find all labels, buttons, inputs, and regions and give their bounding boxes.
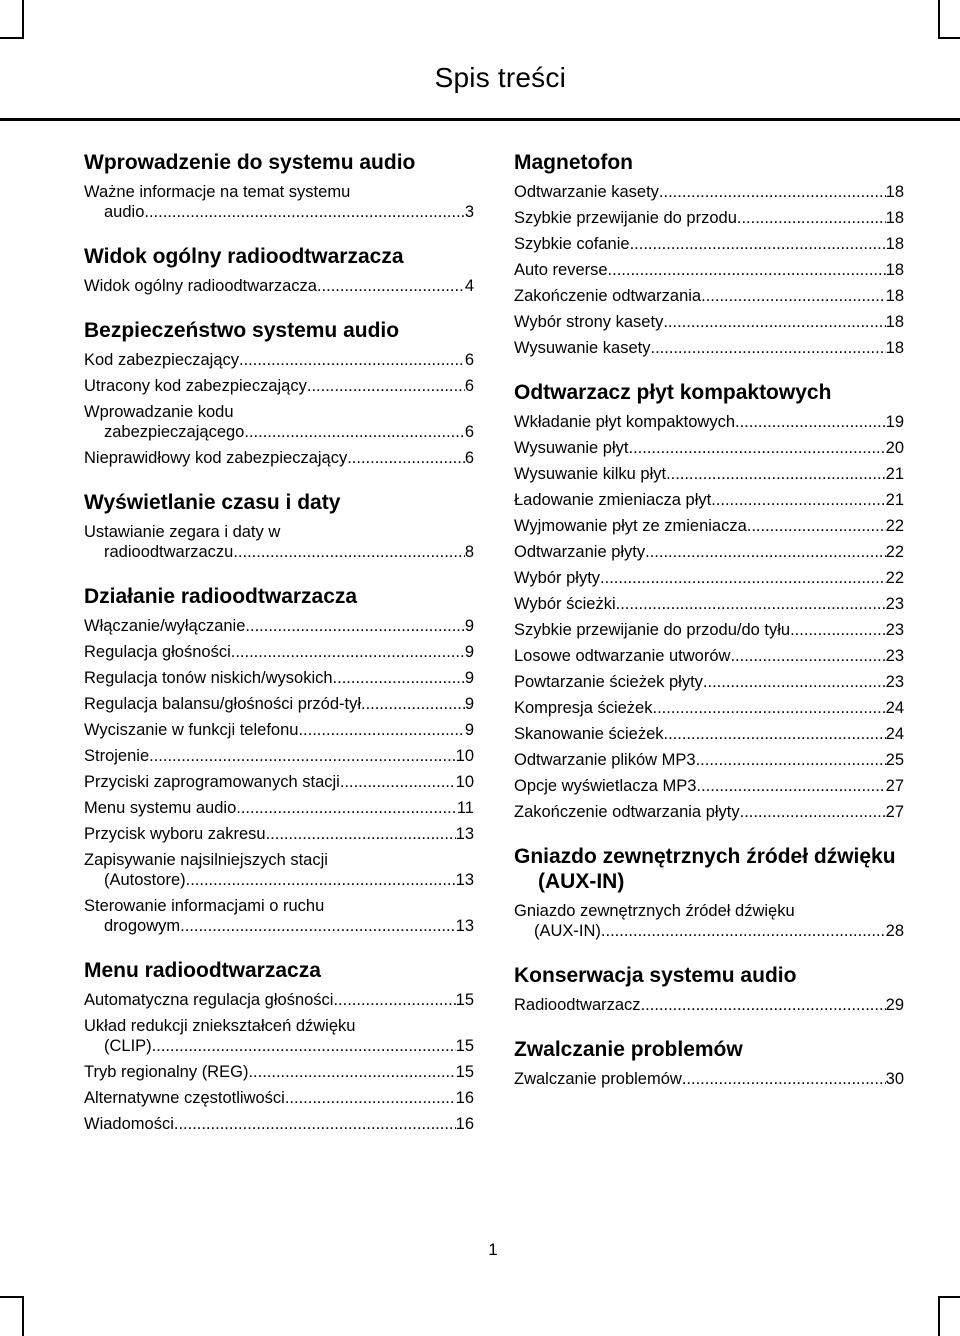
toc-entry[interactable] — [84, 990, 474, 1010]
crop-mark — [0, 37, 24, 39]
toc-entry[interactable] — [84, 1114, 474, 1134]
dot-leader — [149, 746, 456, 766]
entry-text: Powtarzanie ścieżek płyty — [514, 673, 703, 691]
entry-page-number: 18 — [885, 313, 904, 331]
toc-entry[interactable] — [84, 376, 474, 396]
entry-text-line2: (AUX-IN) — [534, 922, 601, 940]
entry-text: Zakończenie odtwarzania — [514, 287, 702, 305]
entry-text: Utracony kod zabezpieczający — [84, 377, 307, 395]
entry-text-line2: zabezpieczającego — [104, 423, 245, 441]
entry-line — [84, 1088, 474, 1108]
entry-text: Szybkie przewijanie do przodu — [514, 209, 737, 227]
entry-line — [84, 642, 474, 662]
entry-page-number: 19 — [885, 413, 904, 431]
toc-entry[interactable] — [514, 672, 904, 692]
entry-page-number: 30 — [885, 1070, 904, 1088]
entry-page-number: 24 — [885, 725, 904, 743]
entry-line — [84, 798, 474, 818]
toc-entry[interactable] — [84, 616, 474, 636]
entry-text: Wiadomości — [84, 1115, 174, 1133]
toc-entry[interactable] — [514, 286, 904, 306]
entry-page-number: 11 — [456, 799, 474, 817]
toc-entry[interactable] — [84, 850, 474, 890]
dot-leader — [682, 1069, 886, 1089]
entry-line — [514, 182, 904, 202]
dot-leader — [630, 234, 886, 254]
section-title: Magnetofon — [514, 151, 633, 174]
dot-leader — [666, 464, 886, 484]
toc-entry[interactable] — [84, 720, 474, 740]
entry-line — [84, 350, 474, 370]
dot-leader — [740, 802, 886, 822]
entry-page-number: 8 — [464, 543, 474, 561]
entry-line — [514, 412, 904, 432]
entry-page-number: 21 — [885, 491, 904, 509]
crop-mark — [22, 0, 24, 38]
entry-text: Tryb regionalny (REG) — [84, 1063, 249, 1081]
toc-section — [514, 963, 904, 1015]
entry-text: Kompresja ścieżek — [514, 699, 653, 717]
toc-entry[interactable] — [514, 182, 904, 202]
entry-text: Regulacja tonów niskich/wysokich — [84, 669, 333, 687]
dot-leader — [711, 490, 885, 510]
toc-entry[interactable] — [84, 772, 474, 792]
entry-text: Wysuwanie kilku płyt — [514, 465, 667, 483]
entry-line — [514, 208, 904, 228]
dot-leader — [317, 276, 465, 296]
entry-text: Wysuwanie płyt — [514, 439, 629, 457]
toc-entry[interactable] — [514, 208, 904, 228]
dot-leader — [180, 916, 456, 936]
entry-page-number: 22 — [885, 569, 904, 587]
entry-text: Zakończenie odtwarzania płyty — [514, 803, 740, 821]
entry-line — [514, 490, 904, 510]
page-title: Spis treści — [434, 62, 566, 93]
entry-line — [514, 568, 904, 588]
section-title: Odtwarzacz płyt kompaktowych — [514, 381, 832, 404]
entry-line — [84, 870, 474, 890]
section-title: Widok ogólny radioodtwarzacza — [84, 245, 404, 268]
entry-line — [84, 916, 474, 936]
dot-leader — [601, 921, 886, 941]
toc-right-column — [514, 150, 904, 1111]
entry-line — [514, 646, 904, 666]
entry-page-number: 18 — [885, 287, 904, 305]
dot-leader — [231, 642, 465, 662]
entry-page-number: 18 — [885, 235, 904, 253]
entry-line — [514, 286, 904, 306]
dot-leader — [248, 1062, 455, 1082]
entry-text-line1: Sterowanie informacjami o ruchu — [84, 897, 325, 915]
entry-page-number: 25 — [885, 751, 904, 769]
toc-entry[interactable] — [84, 694, 474, 714]
toc-entry[interactable] — [514, 620, 904, 640]
dot-leader — [333, 990, 455, 1010]
toc-entry[interactable] — [84, 1062, 474, 1082]
dot-leader — [664, 724, 886, 744]
entry-line — [514, 338, 904, 358]
entry-page-number: 24 — [885, 699, 904, 717]
dot-leader — [298, 720, 464, 740]
dot-leader — [616, 594, 886, 614]
entry-text: Szybkie przewijanie do przodu/do tyłu — [514, 621, 791, 639]
entry-text-line1: Ustawianie zegara i daty w — [84, 523, 281, 541]
entry-page-number: 18 — [885, 209, 904, 227]
entry-text: Przyciski zaprogramowanych stacji — [84, 773, 340, 791]
toc-entry[interactable] — [514, 646, 904, 666]
toc-section — [84, 318, 474, 468]
dot-leader — [233, 542, 464, 562]
toc-entry[interactable] — [514, 338, 904, 358]
section-title: Wprowadzenie do systemu audio — [84, 151, 416, 174]
toc-entry[interactable] — [514, 698, 904, 718]
entry-page-number: 29 — [885, 996, 904, 1014]
toc-entry[interactable] — [84, 798, 474, 818]
entry-page-number: 15 — [455, 1037, 474, 1055]
entry-page-number: 27 — [885, 803, 904, 821]
toc-entry[interactable] — [84, 824, 474, 844]
entry-text-line2: (CLIP) — [104, 1037, 152, 1055]
toc-entry[interactable] — [84, 896, 474, 936]
toc-entry[interactable] — [84, 746, 474, 766]
entry-page-number: 23 — [885, 673, 904, 691]
entry-page-number: 3 — [464, 203, 474, 221]
entry-text-line1: Gniazdo zewnętrznych źródeł dźwięku — [514, 902, 795, 920]
entry-page-number: 23 — [885, 595, 904, 613]
entry-text: Kod zabezpieczający — [84, 351, 240, 369]
toc-entry[interactable] — [514, 412, 904, 432]
entry-line — [84, 668, 474, 688]
entry-text: Wybór ścieżki — [514, 595, 616, 613]
toc-entry[interactable] — [514, 234, 904, 254]
toc-entry[interactable] — [84, 668, 474, 688]
entry-line — [514, 1069, 904, 1089]
entry-text-line1: Ważne informacje na temat systemu — [84, 183, 351, 201]
entry-line — [514, 594, 904, 614]
entry-page-number: 28 — [885, 922, 904, 940]
entry-line — [84, 1062, 474, 1082]
toc-section — [84, 490, 474, 562]
entry-page-number: 16 — [455, 1089, 474, 1107]
entry-text: Radioodtwarzacz — [514, 996, 641, 1014]
dot-leader — [340, 772, 456, 792]
dot-leader — [730, 646, 885, 666]
entry-text: Odtwarzanie płyty — [514, 543, 646, 561]
entry-line — [84, 746, 474, 766]
toc-entry[interactable] — [84, 1016, 474, 1056]
entry-page-number: 15 — [455, 991, 474, 1009]
entry-text: Wyciszanie w funkcji telefonu — [84, 721, 299, 739]
dot-leader — [174, 1114, 456, 1134]
dot-leader — [628, 438, 885, 458]
entry-line — [84, 448, 474, 468]
toc-entry[interactable] — [514, 260, 904, 280]
entry-line — [84, 720, 474, 740]
dot-leader — [333, 668, 465, 688]
entry-line — [514, 802, 904, 822]
entry-line — [84, 616, 474, 636]
entry-text: Opcje wyświetlacza MP3 — [514, 777, 697, 795]
entry-page-number: 9 — [464, 721, 474, 739]
section-title: Gniazdo zewnętrznych źródeł dźwięku (AUX-IN) — [514, 845, 896, 893]
entry-page-number: 13 — [455, 917, 474, 935]
entry-page-number: 6 — [464, 423, 474, 441]
dot-leader — [696, 750, 886, 770]
entry-line — [514, 750, 904, 770]
entry-line — [84, 990, 474, 1010]
entry-text: Zwalczanie problemów — [514, 1070, 682, 1088]
entry-line — [514, 724, 904, 744]
section-title: Bezpieczeństwo systemu audio — [84, 319, 400, 342]
toc-entry[interactable] — [514, 901, 904, 941]
crop-mark — [22, 1298, 24, 1336]
dot-leader — [663, 312, 885, 332]
dot-leader — [608, 260, 886, 280]
dot-leader — [659, 182, 886, 202]
entry-line — [514, 464, 904, 484]
crop-mark — [938, 1296, 960, 1298]
toc-section — [84, 244, 474, 296]
section-title: Menu radioodtwarzacza — [84, 959, 321, 982]
dot-leader — [701, 286, 886, 306]
entry-line — [514, 995, 904, 1015]
entry-line — [514, 921, 904, 941]
entry-page-number: 9 — [464, 669, 474, 687]
toc-entry[interactable] — [84, 276, 474, 296]
toc-entry[interactable] — [84, 350, 474, 370]
section-title: Działanie radioodtwarzacza — [84, 585, 358, 608]
toc-entry[interactable] — [514, 724, 904, 744]
entry-page-number: 10 — [455, 773, 474, 791]
toc-entry[interactable] — [84, 642, 474, 662]
entry-text-line2: radioodtwarzaczu — [104, 543, 234, 561]
entry-page-number: 18 — [885, 261, 904, 279]
dot-leader — [307, 376, 465, 396]
entry-line — [514, 542, 904, 562]
toc-section — [84, 150, 474, 222]
entry-text: Widok ogólny radioodtwarzacza — [84, 277, 317, 295]
toc-entry[interactable] — [514, 438, 904, 458]
entry-text: Wyjmowanie płyt ze zmieniacza — [514, 517, 747, 535]
entry-page-number: 15 — [455, 1063, 474, 1081]
toc-section — [84, 584, 474, 936]
entry-line — [84, 542, 474, 562]
toc-section — [514, 380, 904, 822]
dot-leader — [266, 824, 456, 844]
dot-leader — [735, 412, 886, 432]
crop-mark — [0, 1296, 24, 1298]
entry-line — [84, 772, 474, 792]
entry-text: Regulacja balansu/głośności przód-tył — [84, 695, 361, 713]
toc-entry[interactable] — [514, 464, 904, 484]
toc-entry[interactable] — [514, 1069, 904, 1089]
entry-line — [514, 260, 904, 280]
entry-line — [84, 376, 474, 396]
entry-page-number: 21 — [885, 465, 904, 483]
toc-entry[interactable] — [84, 1088, 474, 1108]
toc-entry[interactable] — [514, 568, 904, 588]
section-title: Wyświetlanie czasu i daty — [84, 491, 341, 514]
entry-line — [84, 1114, 474, 1134]
toc-entry[interactable] — [84, 448, 474, 468]
dot-leader — [152, 1036, 456, 1056]
entry-page-number: 10 — [455, 747, 474, 765]
page-number: 1 — [488, 1240, 498, 1259]
entry-page-number: 22 — [885, 517, 904, 535]
entry-text: Włączanie/wyłączanie — [84, 617, 246, 635]
dot-leader — [652, 698, 885, 718]
entry-text-line1: Zapisywanie najsilniejszych stacji — [84, 851, 328, 869]
entry-text-line2: audio — [104, 203, 145, 221]
dot-leader — [645, 542, 886, 562]
entry-line — [84, 694, 474, 714]
entry-line — [84, 1036, 474, 1056]
entry-text-line2: (Autostore) — [104, 871, 186, 889]
entry-text: Alternatywne częstotliwości — [84, 1089, 285, 1107]
section-title: Zwalczanie problemów — [514, 1038, 743, 1061]
dot-leader — [361, 694, 465, 714]
entry-text: Odtwarzanie kasety — [514, 183, 659, 201]
entry-line — [514, 672, 904, 692]
entry-page-number: 9 — [464, 643, 474, 661]
entry-text: Automatyczna regulacja głośności — [84, 991, 334, 1009]
dot-leader — [144, 202, 464, 222]
entry-line — [84, 422, 474, 442]
toc-entry[interactable] — [84, 402, 474, 442]
entry-text: Wkładanie płyt kompaktowych — [514, 413, 736, 431]
entry-text: Szybkie cofanie — [514, 235, 630, 253]
entry-page-number: 18 — [885, 183, 904, 201]
entry-text: Wybór płyty — [514, 569, 601, 587]
toc-entry[interactable] — [514, 750, 904, 770]
dot-leader — [790, 620, 886, 640]
entry-text: Menu systemu audio — [84, 799, 237, 817]
dot-leader — [703, 672, 886, 692]
entry-text: Wysuwanie kasety — [514, 339, 651, 357]
section-title: Konserwacja systemu audio — [514, 964, 797, 987]
toc-section — [84, 958, 474, 1134]
dot-leader — [737, 208, 886, 228]
dot-leader — [696, 776, 885, 796]
entry-text: Odtwarzanie plików MP3 — [514, 751, 696, 769]
crop-mark — [938, 0, 940, 38]
entry-text-line1: Wprowadzanie kodu — [84, 403, 234, 421]
dot-leader — [285, 1088, 456, 1108]
entry-line — [84, 824, 474, 844]
entry-page-number: 23 — [885, 621, 904, 639]
crop-mark — [938, 1298, 940, 1336]
entry-page-number: 23 — [885, 647, 904, 665]
entry-page-number: 16 — [455, 1115, 474, 1133]
entry-text: Regulacja głośności — [84, 643, 231, 661]
entry-page-number: 9 — [464, 695, 474, 713]
entry-text: Ładowanie zmieniacza płyt — [514, 491, 712, 509]
toc-left-column — [84, 150, 474, 1156]
toc-entry[interactable] — [514, 516, 904, 536]
entry-page-number: 6 — [464, 377, 474, 395]
entry-text-line1: Układ redukcji zniekształceń dźwięku — [84, 1017, 356, 1035]
crop-mark — [938, 37, 960, 39]
title-rule — [0, 118, 960, 121]
entry-line — [514, 776, 904, 796]
toc-entry[interactable] — [514, 802, 904, 822]
toc-entry[interactable] — [514, 312, 904, 332]
toc-section — [514, 844, 904, 941]
entry-page-number: 4 — [464, 277, 474, 295]
entry-page-number: 22 — [885, 543, 904, 561]
entry-page-number: 9 — [464, 617, 474, 635]
entry-text-line2: drogowym — [104, 917, 181, 935]
entry-text: Wybór strony kasety — [514, 313, 664, 331]
entry-text: Strojenie — [84, 747, 150, 765]
toc-entry[interactable] — [514, 490, 904, 510]
dot-leader — [651, 338, 886, 358]
entry-line — [514, 438, 904, 458]
entry-page-number: 6 — [464, 449, 474, 467]
dot-leader — [600, 568, 886, 588]
toc-entry[interactable] — [514, 594, 904, 614]
entry-line — [514, 234, 904, 254]
entry-line — [84, 202, 474, 222]
entry-line — [84, 276, 474, 296]
entry-page-number: 27 — [885, 777, 904, 795]
dot-leader — [244, 422, 464, 442]
entry-page-number: 13 — [455, 825, 474, 843]
entry-line — [514, 698, 904, 718]
toc-entry[interactable] — [514, 776, 904, 796]
toc-entry[interactable] — [514, 542, 904, 562]
entry-page-number: 20 — [885, 439, 904, 457]
entry-page-number: 18 — [885, 339, 904, 357]
entry-line — [514, 516, 904, 536]
entry-page-number: 6 — [464, 351, 474, 369]
toc-entry[interactable] — [84, 522, 474, 562]
entry-text: Skanowanie ścieżek — [514, 725, 664, 743]
dot-leader — [747, 516, 886, 536]
entry-line — [514, 620, 904, 640]
dot-leader — [236, 798, 457, 818]
entry-text: Nieprawidłowy kod zabezpieczający — [84, 449, 348, 467]
entry-text: Auto reverse — [514, 261, 608, 279]
dot-leader — [186, 870, 456, 890]
dot-leader — [239, 350, 465, 370]
dot-leader — [245, 616, 464, 636]
dot-leader — [641, 995, 886, 1015]
dot-leader — [347, 448, 465, 468]
entry-line — [514, 312, 904, 332]
toc-entry[interactable] — [84, 182, 474, 222]
entry-page-number: 13 — [455, 871, 474, 889]
entry-text: Przycisk wyboru zakresu — [84, 825, 266, 843]
toc-entry[interactable] — [514, 995, 904, 1015]
toc-section — [514, 1037, 904, 1089]
entry-text: Losowe odtwarzanie utworów — [514, 647, 731, 665]
toc-section — [514, 150, 904, 358]
